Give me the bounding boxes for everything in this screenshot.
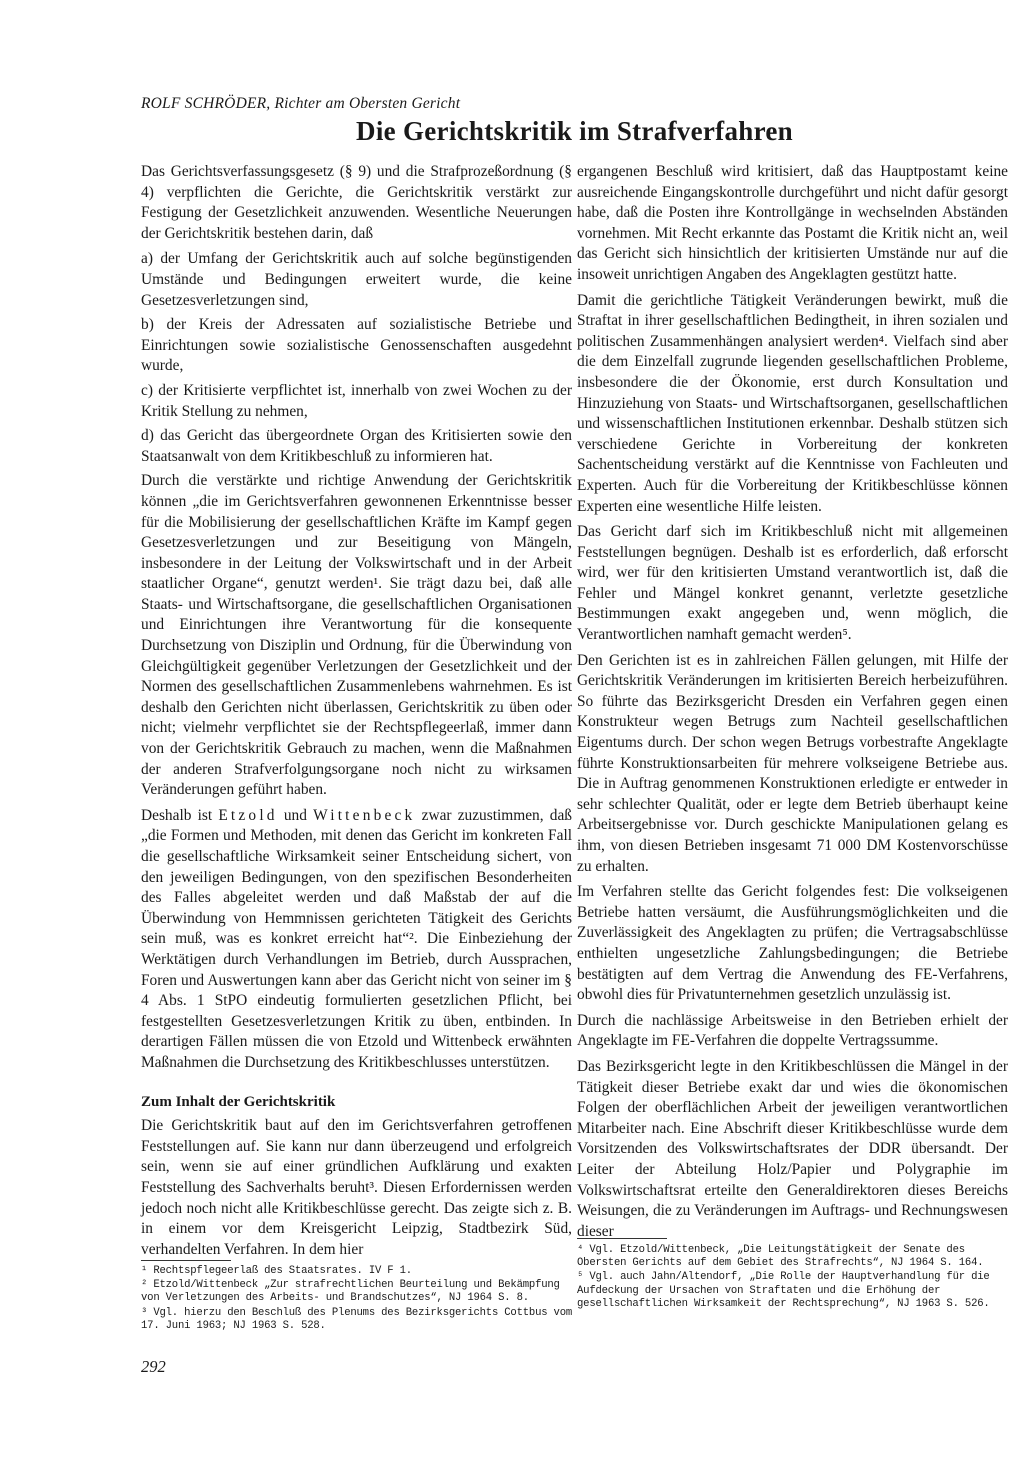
paragraph: Durch die nachlässige Arbeitsweise in den Betrieben erhielt der Angeklagte im FE-Verfahren die doppelte Vertragssumme. (577, 1011, 1008, 1050)
author-name: Etzold (218, 806, 278, 824)
footnote-divider (577, 1238, 667, 1239)
paragraph (141, 806, 572, 1074)
paragraph: Durch die verstärkte und richtige Anwendung der Gerichtskritik können „die im Gerichtsverfahren gewonnenen Erkenntnisse besser für die Mobilisierung der gesellschaftlichen Kräfte im Kampf gegen Gesetzesverletzungen und zur Beseitigung von Mängeln, insbesondere in der Leitung der Volkswirtschaft und in der Arbeit staatlicher Organe“, genutzt werden¹. Sie trägt dazu bei, daß alle Staats- und Wirtschaftsorgane, die gesellschaftlichen Organisationen und Einrichtungen ihre Verantwortung für die konsequente Durchsetzung von Disziplin und Ordnung, für die Überwindung von Gleichgültigkeit gegenüber Verletzungen der Gesetzlichkeit und der Normen des gesellschaftlichen Zusammenlebens wahrnehmen. Es ist deshalb den Gerichten nicht überlassen, Gerichtskritik zu üben oder nicht; vielmehr verpflichtet sie der Rechtspflegeerlaß, immer dann von der Gerichtskritik Gebrauch zu machen, wenn die Maßnahmen der anderen Strafverfolgungsorgane noch nicht zu wirksamen Veränderungen geführt haben. (141, 472, 572, 799)
author-byline: ROLF SCHRÖDER, Richter am Obersten Gericht (141, 95, 461, 112)
text-run: und (283, 806, 307, 824)
list-item: b) der Kreis der Adressaten auf sozialistische Betriebe und Einrichtungen sowie sozialistische Genossenschaften ausgedehnt wurde, (141, 316, 572, 375)
page-number: 292 (141, 1357, 166, 1376)
paragraph: ergangenen Beschluß wird kritisiert, daß das Hauptpostamt keine ausreichende Eingangskontrolle durchgeführt und nicht dafür gesorgt habe, daß die Posten ihre Kontrollgänge in wechselnden Abständen vornehmen. Mit Recht erkannte das Postamt die Kritik nicht an, weil das Gericht sich hinsichtlich der kritisierten Umstände nur auf die insoweit unrichtigen Angaben des Angeklagten gestützt hatte. (577, 163, 1008, 283)
left-column (141, 162, 572, 1265)
paragraph: Die Gerichtskritik baut auf den im Gerichtsverfahren getroffenen Feststellungen auf. Sie kann nur dann überzeugend und erfolgreich sein, wenn sie auf einer gründlichen Aufklärung und exakten Feststellung des Sachverhalts beruht³. Diesen Erfordernissen werden jedoch noch nicht alle Kritikbeschlüsse gerecht. Das zeigte sich z. B. in einem vor dem Kreisgericht Leipzig, Stadtbezirk Süd, verhandelten Verfahren. In dem hier (141, 1117, 572, 1258)
paragraph: Damit die gerichtliche Tätigkeit Veränderungen bewirkt, muß die Straftat in ihrer gesellschaftlichen Bedingtheit, in ihren sozialen und politischen Zusammenhängen analysiert werden⁴. Vielfach sind aber die dem Einzelfall zugrunde liegenden gesellschaftlichen Probleme, insbesondere die der Ökonomie, erst durch Konsultation und Hinzuziehung von Staats- und Wirtschaftsorganen, gesellschaftlichen und wissenschaftlichen Institutionen erkennbar. Deshalb stützen sich verschiedene Gerichte in Vorbereitung der konkreten Sachentscheidung verstärkt auf die Kenntnisse von Fachleuten und Experten. Auch für die Vorbereitung der Kritikbeschlüsse können Experten eine wesentliche Hilfe leisten. (577, 291, 1008, 515)
author-name: Wittenbeck (313, 806, 416, 824)
text-run: zwar zuzustimmen, daß „die Formen und Methoden, mit denen das Gericht im konkreten Fall die gesellschaftliche Wirksamkeit seiner Entscheidung sichert, von den jeweiligen Bedingungen, von den spezifischen Besonderheiten des Falles abgeleitet werden und daß Maßstab der auf die Überwindung von Hemmnissen gerichteten Tätigkeit des Gerichts sein muß, was es konkret erreicht hat“². Die Einbeziehung der Werktätigen durch Verhandlungen im Betrieb, durch Aussprachen, Foren und Auswertungen kann aber das Gericht nicht von seiner im § 4 Abs. 1 StPO eindeutig formulierten gesetzlichen Pflicht, bei festgestellten Gesetzesverletzungen Kritik zu üben, entbinden. In derartigen Fällen müssen die von Etzold und Wittenbeck erwähnten Maßnahmen die Durchsetzung des Kritikbeschlusses unterstützen. (141, 806, 572, 1071)
paragraph: Den Gerichten ist es in zahlreichen Fällen gelungen, mit Hilfe der Gerichtskritik Veränderungen im kritisierten Bereich herbeizuführen. So führte das Bezirksgericht Dresden ein Verfahren gegen einen Konstrukteur wegen Betrugs zum Nachteil gesellschaftlichen Eigentums durch. Der schon wegen Betrugs vorbestrafte Angeklagte führte Konstruktionsarbeiten für mehrere volkseigene Betriebe aus. Die in Auftrag genommenen Konstruktionen erledigte er entweder in sehr schlechter Qualität, oder er legte dem Betrieb überhaupt keine Arbeitsergebnisse vor. Durch geschickte Manipulationen gelang es ihm, von diesen Betrieben insgesamt 71 000 DM Kostenvorschüsse zu erhalten. (577, 651, 1008, 875)
footnote: ⁴ Vgl. Etzold/Wittenbeck, „Die Leitungstätigkeit der Senate des Obersten Gerichts auf dem Gebiet des Strafrechts“, NJ 1964 S. 164. (577, 1244, 984, 1270)
text-run: Deshalb ist (141, 806, 213, 824)
article-title: Die Gerichtskritik im Strafverfahren (356, 116, 793, 146)
footnote: ⁵ Vgl. auch Jahn/Altendorf, „Die Rolle der Hauptverhandlung für die Aufdeckung der Ursachen von Straftaten und die Erhöhung der gesellschaftlichen Wirksamkeit der Rechtsprechung“, NJ 1963 S. 526. (577, 1271, 990, 1310)
paragraph: Im Verfahren stellte das Gericht folgendes fest: Die volkseigenen Betriebe hatten versäumt, die Ausführungsmöglichkeiten und die Zuverlässigkeit des Angeklagten zu prüfen; die Vertragsabschlüsse enthielten ungesetzliche Zahlungsbedingungen; die Betriebe bestätigten auf dem Vertrag die Anwendung des FE-Verfahrens, obwohl dies für Privatunternehmen gesetzlich unzulässig ist. (577, 883, 1008, 1004)
list-item: c) der Kritisierte verpflichtet ist, innerhalb von zwei Wochen zu der Kritik Stellung zu nehmen, (141, 381, 572, 420)
paragraph: Das Bezirksgericht legte in den Kritikbeschlüssen die Mängel in der Tätigkeit dieser Betriebe exakt dar und wies die ökonomischen Folgen der oberflächlichen Arbeit der jeweiligen verantwortlichen Mitarbeiter nach. Eine Abschrift dieser Kritikbeschlüsse wurde dem Vorsitzenden des Volkswirtschaftsrates der DDR übersandt. Der Leiter der Abteilung Holz/Papier und Polygraphie im Volkswirtschaftsrat erteilte den Generaldirektoren dieses Bereichs Weisungen, die zu Veränderungen im Auftrags- und Rechnungswesen dieser (577, 1057, 1008, 1240)
footnote: ¹ Rechtspflegeerlaß des Staatsrates. IV F 1. (141, 1265, 412, 1277)
right-column (577, 162, 1008, 1247)
section-heading: Zum Inhalt der Gerichtskritik (141, 1093, 336, 1110)
list-item: a) der Umfang der Gerichtskritik auch auf solche begünstigenden Umstände und Bedingungen erweitert wurde, die keine Gesetzesverletzungen sind, (141, 250, 572, 309)
paragraph: Das Gericht darf sich im Kritikbeschluß nicht mit allgemeinen Feststellungen begnügen. Deshalb ist es erforderlich, daß erforscht wird, wer für den kritisierten Umstand verantwortlich ist, daß die Fehler und Mängel konkret genannt, verletzte gesetzliche Bestimmungen exakt angegeben und, wenn möglich, die Verantwortlichen namhaft gemacht werden⁵. (577, 523, 1008, 644)
footnote: ² Etzold/Wittenbeck „Zur strafrechtlichen Beurteilung und Bekämpfung von Verletzungen des Arbeits- und Brandschutzes“, NJ 1964 S. 8. (141, 1279, 560, 1305)
footnote: ³ Vgl. hierzu den Beschluß des Plenums des Bezirksgerichts Cottbus vom 17. Juni 1963; NJ 1963 S. 528. (141, 1306, 573, 1332)
footnotes-left (141, 1265, 572, 1334)
footnotes-right (577, 1244, 1008, 1312)
footnote-divider (141, 1260, 231, 1261)
list-item: d) das Gericht das übergeordnete Organ des Kritisierten sowie den Staatsanwalt von dem Kritikbeschluß zu informieren hat. (141, 427, 572, 465)
paragraph: Das Gerichtsverfassungsgesetz (§ 9) und die Strafprozeßordnung (§ 4) verpflichten die Gerichte, die Gerichtskritik verstärkt zur Festigung der Gesetzlichkeit anzuwenden. Wesentliche Neuerungen der Gerichtskritik bestehen darin, daß (141, 163, 572, 242)
